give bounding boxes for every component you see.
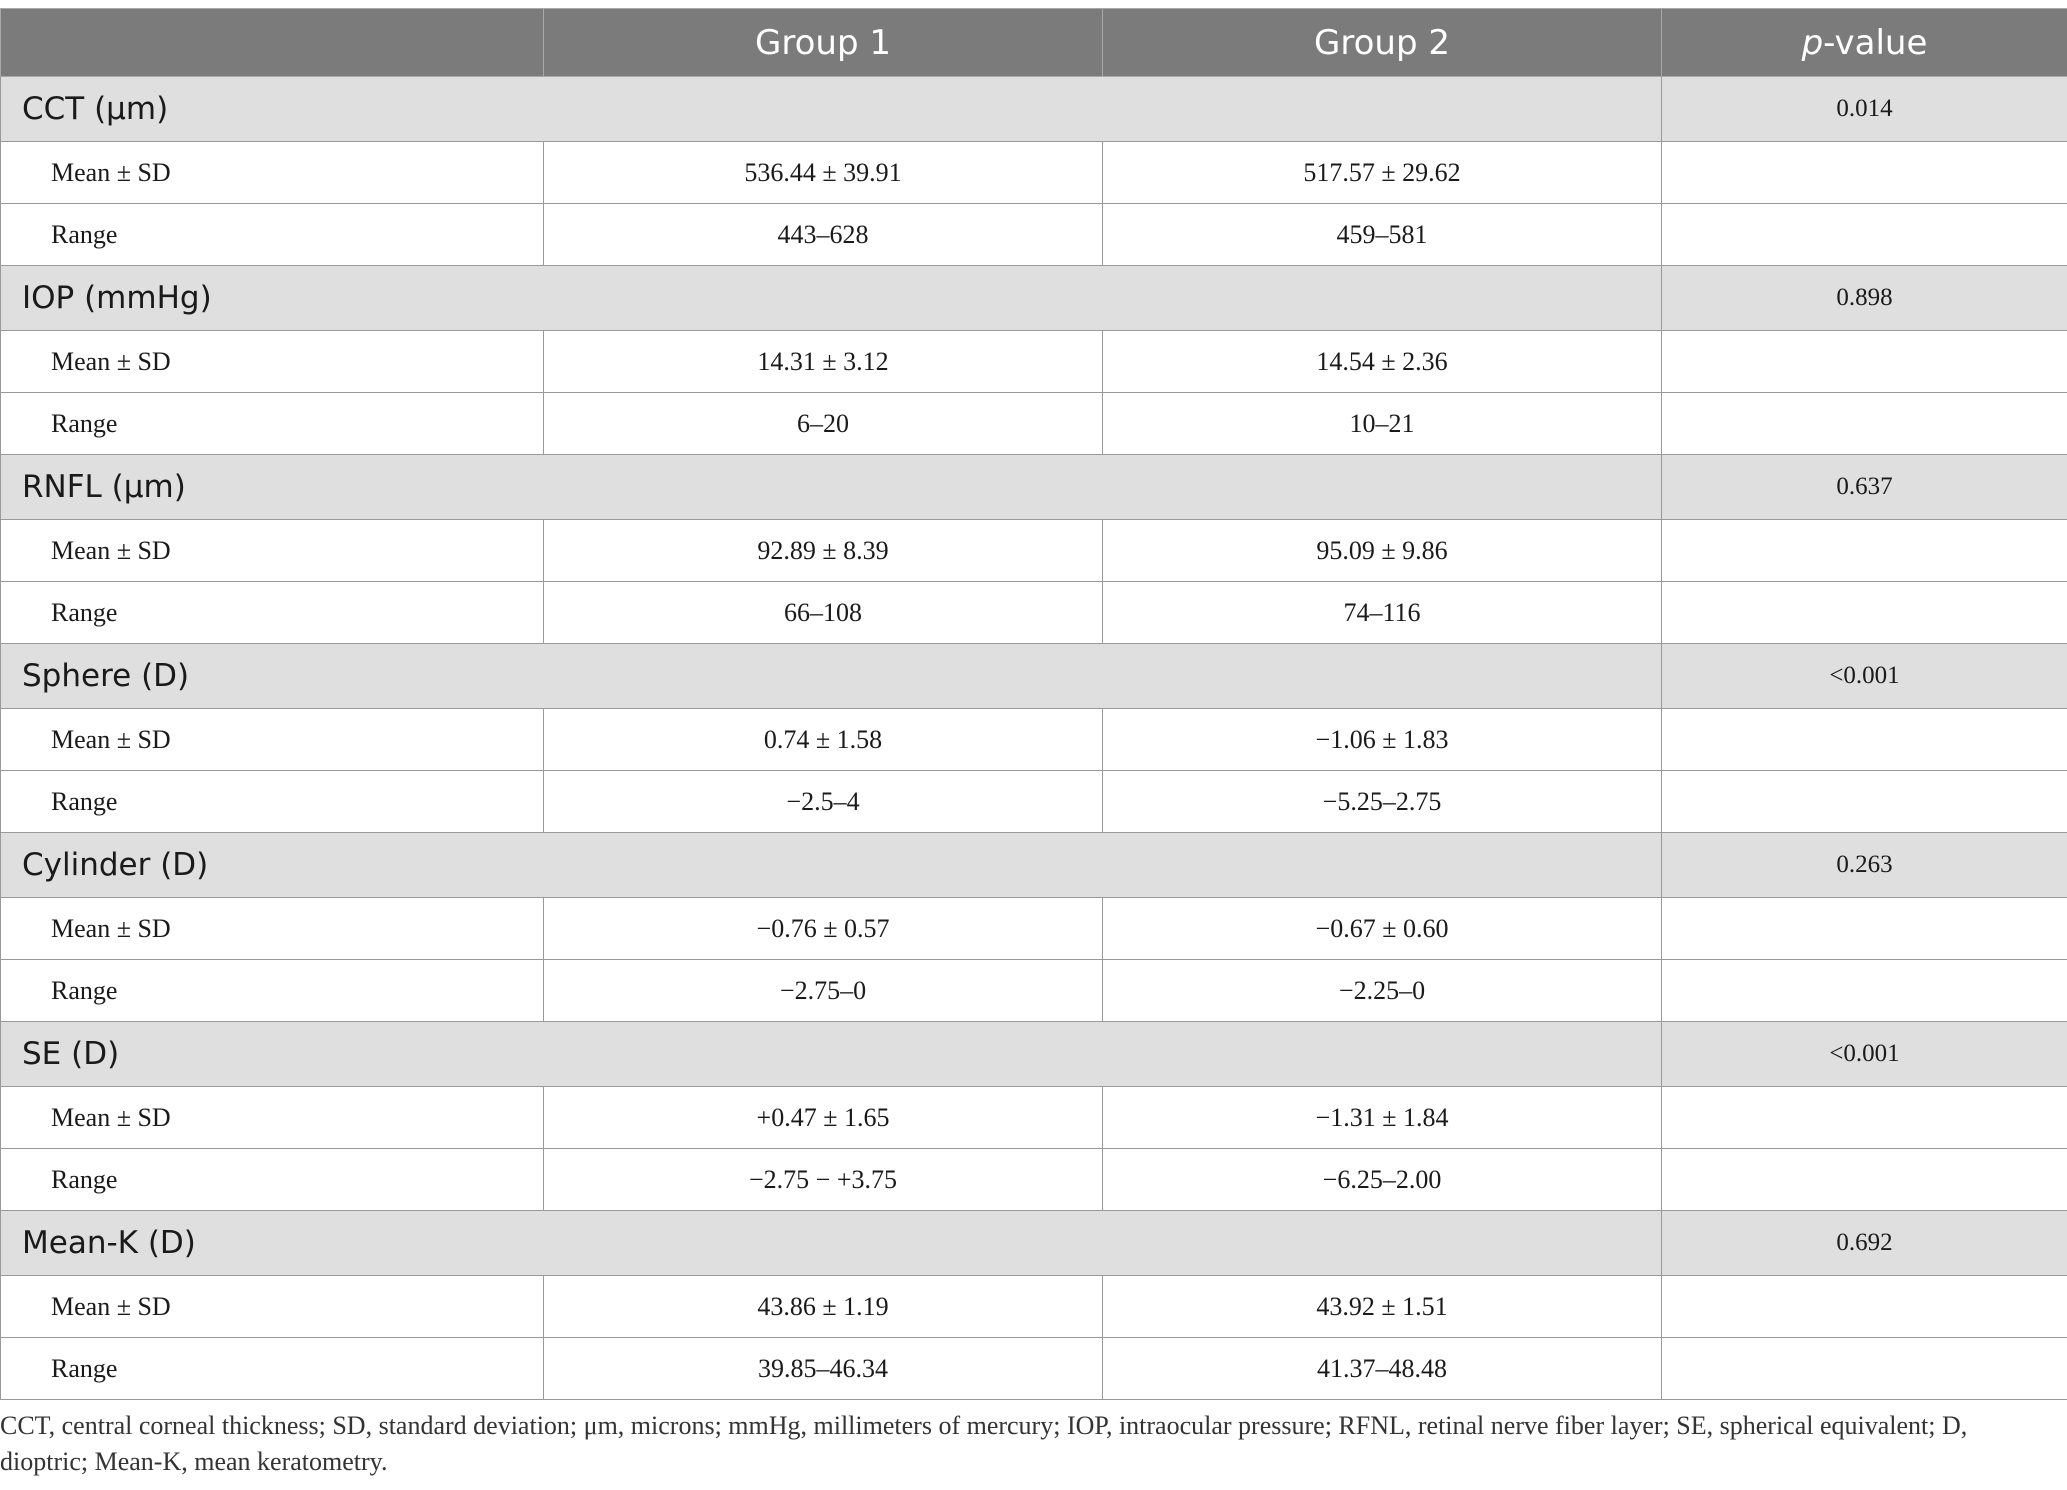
empty-p-cell xyxy=(1662,1338,2067,1400)
section-row xyxy=(1,644,2067,709)
table-row xyxy=(1,142,2067,204)
section-label: CCT (μm) xyxy=(1,77,1662,142)
group2-value-cell: 10–21 xyxy=(1103,393,1662,455)
table-row xyxy=(1,520,2067,582)
row-label-cell: Range xyxy=(1,393,544,455)
header-cell-empty xyxy=(1,9,544,77)
header-cell-group1: Group 1 xyxy=(544,9,1103,77)
group2-value-cell: −0.67 ± 0.60 xyxy=(1103,898,1662,960)
group2-value-cell: 74–116 xyxy=(1103,582,1662,644)
group2-value-cell: 43.92 ± 1.51 xyxy=(1103,1276,1662,1338)
table-row xyxy=(1,393,2067,455)
p-value-cell: 0.014 xyxy=(1662,77,2067,142)
section-label: Cylinder (D) xyxy=(1,833,1662,898)
row-label-cell: Mean ± SD xyxy=(1,898,544,960)
row-label-cell: Mean ± SD xyxy=(1,142,544,204)
table-row xyxy=(1,204,2067,266)
group1-value-cell: 6–20 xyxy=(544,393,1103,455)
table-row xyxy=(1,582,2067,644)
group1-value-cell: −2.75–0 xyxy=(544,960,1103,1022)
group2-value-cell: 14.54 ± 2.36 xyxy=(1103,331,1662,393)
empty-p-cell xyxy=(1662,960,2067,1022)
table-row xyxy=(1,1276,2067,1338)
section-row xyxy=(1,833,2067,898)
group2-value-cell: −1.31 ± 1.84 xyxy=(1103,1087,1662,1149)
group1-value-cell: 14.31 ± 3.12 xyxy=(544,331,1103,393)
p-value-cell: 0.263 xyxy=(1662,833,2067,898)
group1-value-cell: 443–628 xyxy=(544,204,1103,266)
section-label: Mean-K (D) xyxy=(1,1211,1662,1276)
group1-value-cell: 39.85–46.34 xyxy=(544,1338,1103,1400)
data-table xyxy=(0,8,2067,1400)
p-value-cell: 0.692 xyxy=(1662,1211,2067,1276)
p-value-cell: <0.001 xyxy=(1662,644,2067,709)
table-body xyxy=(1,77,2067,1400)
table-row xyxy=(1,331,2067,393)
header-cell-group2: Group 2 xyxy=(1103,9,1662,77)
group2-value-cell: 459–581 xyxy=(1103,204,1662,266)
group1-value-cell: 0.74 ± 1.58 xyxy=(544,709,1103,771)
pvalue-italic-p: p xyxy=(1801,22,1824,63)
group1-value-cell: −0.76 ± 0.57 xyxy=(544,898,1103,960)
section-row xyxy=(1,1022,2067,1087)
section-row xyxy=(1,455,2067,520)
group1-value-cell: 92.89 ± 8.39 xyxy=(544,520,1103,582)
section-row xyxy=(1,266,2067,331)
table-row xyxy=(1,898,2067,960)
empty-p-cell xyxy=(1662,1276,2067,1338)
row-label-cell: Mean ± SD xyxy=(1,709,544,771)
row-label-cell: Range xyxy=(1,960,544,1022)
p-value-cell: 0.898 xyxy=(1662,266,2067,331)
empty-p-cell xyxy=(1662,582,2067,644)
section-row xyxy=(1,1211,2067,1276)
section-row xyxy=(1,77,2067,142)
group2-value-cell: 517.57 ± 29.62 xyxy=(1103,142,1662,204)
row-label-cell: Mean ± SD xyxy=(1,520,544,582)
row-label-cell: Range xyxy=(1,1149,544,1211)
table-row xyxy=(1,771,2067,833)
row-label-cell: Range xyxy=(1,1338,544,1400)
group1-value-cell: 536.44 ± 39.91 xyxy=(544,142,1103,204)
empty-p-cell xyxy=(1662,393,2067,455)
empty-p-cell xyxy=(1662,1149,2067,1211)
group2-value-cell: 41.37–48.48 xyxy=(1103,1338,1662,1400)
row-label-cell: Range xyxy=(1,582,544,644)
row-label-cell: Mean ± SD xyxy=(1,1087,544,1149)
row-label-cell: Mean ± SD xyxy=(1,331,544,393)
table-footnote: CCT, central corneal thickness; SD, standard deviation; μm, microns; mmHg, millimeters of mercury; IOP, intraocular pressure; RFNL, retinal nerve fiber layer; SE, spherical equivalent; D, dioptric; Mean-K, mean keratometry. xyxy=(0,1411,1968,1476)
section-label: IOP (mmHg) xyxy=(1,266,1662,331)
header-row xyxy=(1,9,2067,77)
group2-value-cell: −1.06 ± 1.83 xyxy=(1103,709,1662,771)
pvalue-rest: -value xyxy=(1823,22,1928,63)
table-row xyxy=(1,960,2067,1022)
group1-value-cell: −2.75 − +3.75 xyxy=(544,1149,1103,1211)
empty-p-cell xyxy=(1662,898,2067,960)
table-row xyxy=(1,1087,2067,1149)
empty-p-cell xyxy=(1662,1087,2067,1149)
section-label: RNFL (μm) xyxy=(1,455,1662,520)
empty-p-cell xyxy=(1662,331,2067,393)
empty-p-cell xyxy=(1662,520,2067,582)
group1-value-cell: +0.47 ± 1.65 xyxy=(544,1087,1103,1149)
group2-value-cell: 95.09 ± 9.86 xyxy=(1103,520,1662,582)
group1-value-cell: 66–108 xyxy=(544,582,1103,644)
group2-value-cell: −5.25–2.75 xyxy=(1103,771,1662,833)
group2-value-cell: −2.25–0 xyxy=(1103,960,1662,1022)
table-row xyxy=(1,1149,2067,1211)
empty-p-cell xyxy=(1662,142,2067,204)
section-label: Sphere (D) xyxy=(1,644,1662,709)
group2-value-cell: −6.25–2.00 xyxy=(1103,1149,1662,1211)
empty-p-cell xyxy=(1662,204,2067,266)
p-value-cell: <0.001 xyxy=(1662,1022,2067,1087)
empty-p-cell xyxy=(1662,771,2067,833)
row-label-cell: Range xyxy=(1,204,544,266)
section-label: SE (D) xyxy=(1,1022,1662,1087)
group1-value-cell: −2.5–4 xyxy=(544,771,1103,833)
row-label-cell: Range xyxy=(1,771,544,833)
empty-p-cell xyxy=(1662,709,2067,771)
header-cell-pvalue xyxy=(1662,9,2067,77)
group1-value-cell: 43.86 ± 1.19 xyxy=(544,1276,1103,1338)
table-row xyxy=(1,1338,2067,1400)
row-label-cell: Mean ± SD xyxy=(1,1276,544,1338)
table-row xyxy=(1,709,2067,771)
p-value-cell: 0.637 xyxy=(1662,455,2067,520)
